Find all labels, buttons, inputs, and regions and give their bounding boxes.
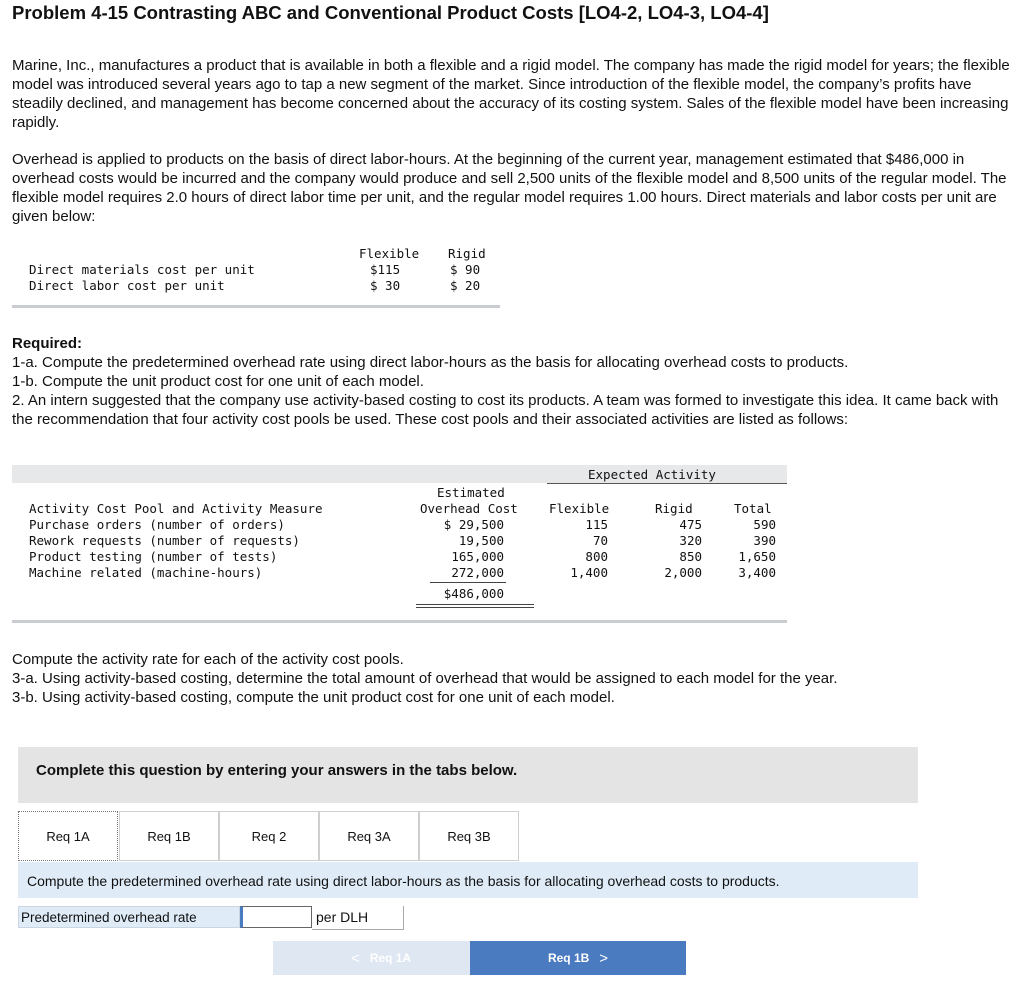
header-flexible: Flexible <box>549 501 610 516</box>
pool-total: 3,400 <box>738 565 776 580</box>
pool-total: 590 <box>753 517 776 532</box>
pool-label: Machine related (machine-hours) <box>29 565 263 580</box>
total-double-rule-bottom <box>416 607 534 608</box>
prev-button[interactable] <box>273 941 489 975</box>
pool-flexible: 115 <box>585 517 608 532</box>
total-double-rule-top <box>416 604 534 605</box>
prev-button-label: Req 1A <box>369 951 412 965</box>
header-pool: Activity Cost Pool and Activity Measure <box>29 501 323 516</box>
header-cost-line1: Estimated <box>437 485 505 500</box>
tab-req-1b[interactable]: Req 1B <box>119 811 219 861</box>
pool-rigid: 320 <box>679 533 702 548</box>
pool-flexible: 70 <box>592 533 608 548</box>
row-label: Direct labor cost per unit <box>29 278 225 293</box>
pool-total: 390 <box>753 533 776 548</box>
pool-cost: $ 29,500 <box>443 517 504 532</box>
page-title: Problem 4-15 Contrasting ABC and Conventional Product Costs [LO4-2, LO4-3, LO4-4] <box>12 2 769 23</box>
row-flexible-value: $115 <box>370 262 401 277</box>
pool-cost: 272,000 <box>451 565 504 580</box>
pool-cost: 19,500 <box>458 533 504 548</box>
row-label: Direct materials cost per unit <box>29 262 255 277</box>
next-button[interactable] <box>470 941 686 975</box>
required-heading: Required: <box>12 335 83 352</box>
tab-req-1a[interactable]: Req 1A <box>18 811 118 861</box>
activity-cost-table <box>12 465 787 623</box>
chevron-left-icon: < <box>350 949 360 967</box>
pool-flexible: 1,400 <box>570 565 608 580</box>
header-rigid: Rigid <box>448 246 486 261</box>
row-rigid-value: $ 20 <box>450 278 481 293</box>
header-total: Total <box>734 501 772 516</box>
tab-req-3a[interactable]: Req 3A <box>319 811 419 861</box>
intro-paragraph: Marine, Inc., manufactures a product that is available in both a flexible and a rigid model. The company has made the rigid model for years; the flexible model was introduced several years ago to tap a new segment of the market. Since introduction of the flexible model, the company’s profits have steadily declined, and management has become concerned about the accuracy of its costing system. Sales of the flexible model have been increasing rapidly. <box>12 57 1010 131</box>
subtotal-rule <box>430 582 506 583</box>
pool-rigid: 2,000 <box>664 565 702 580</box>
table-bottom-rule <box>12 620 787 623</box>
answer-row-label: Predetermined overhead rate <box>18 906 240 928</box>
pool-rigid: 850 <box>679 549 702 564</box>
pool-label: Purchase orders (number of orders) <box>29 517 285 532</box>
answer-unit: per DLH <box>312 906 404 930</box>
instructions-banner <box>18 747 918 803</box>
pool-cost: 165,000 <box>451 549 504 564</box>
header-flexible: Flexible <box>359 246 420 261</box>
required-item-1a: 1-a. Compute the predetermined overhead rate using direct labor-hours as the basis for allocating overhead costs to products. <box>12 354 849 371</box>
predetermined-rate-input[interactable] <box>240 906 312 928</box>
total-overhead-cost: $486,000 <box>443 586 504 601</box>
question-prompt: Compute the predetermined overhead rate using direct labor-hours as the basis for allocating overhead costs to products. <box>18 862 918 898</box>
activity-rate-item: Compute the activity rate for each of the activity cost pools. <box>12 651 404 668</box>
table-bottom-rule <box>12 305 500 308</box>
required-item-2: 2. An intern suggested that the company use activity-based costing to cost its products. A team was formed to investigate this idea. It came back with the recommendation that four activity cost pools be used. These cost pools and their associated activities are listed as follows: <box>12 392 999 428</box>
header-rigid: Rigid <box>655 501 693 516</box>
chevron-right-icon: > <box>599 949 609 967</box>
pool-label: Product testing (number of tests) <box>29 549 278 564</box>
pool-total: 1,650 <box>738 549 776 564</box>
group-header-underline <box>547 483 787 484</box>
group-header-expected-activity: Expected Activity <box>588 467 716 482</box>
required-item-3b: 3-b. Using activity-based costing, compute the unit product cost for one unit of each model. <box>12 689 615 706</box>
pool-flexible: 800 <box>585 549 608 564</box>
instructions-text: Complete this question by entering your answers in the tabs below. <box>36 762 518 779</box>
row-rigid-value: $ 90 <box>450 262 481 277</box>
header-cost-line2: Overhead Cost <box>420 501 518 516</box>
row-flexible-value: $ 30 <box>370 278 401 293</box>
required-item-1b: 1-b. Compute the unit product cost for one unit of each model. <box>12 373 424 390</box>
overhead-paragraph: Overhead is applied to products on the basis of direct labor-hours. At the beginning of the current year, management estimated that $486,000 in overhead costs would be incurred and the company would produce and sell 2,500 units of the flexible model and 8,500 units of the regular model. The flexible model requires 2.0 hours of direct labor time per unit, and the regular model requires 1.00 hours. Direct materials and labor costs per unit are given below: <box>12 151 1007 225</box>
tab-req-2[interactable]: Req 2 <box>219 811 319 861</box>
pool-label: Rework requests (number of requests) <box>29 533 300 548</box>
tab-req-3b[interactable]: Req 3B <box>419 811 519 861</box>
next-button-label: Req 1B <box>547 951 590 965</box>
required-item-3a: 3-a. Using activity-based costing, determine the total amount of overhead that would be assigned to each model for the year. <box>12 670 838 687</box>
pool-rigid: 475 <box>679 517 702 532</box>
direct-cost-table <box>12 244 500 308</box>
